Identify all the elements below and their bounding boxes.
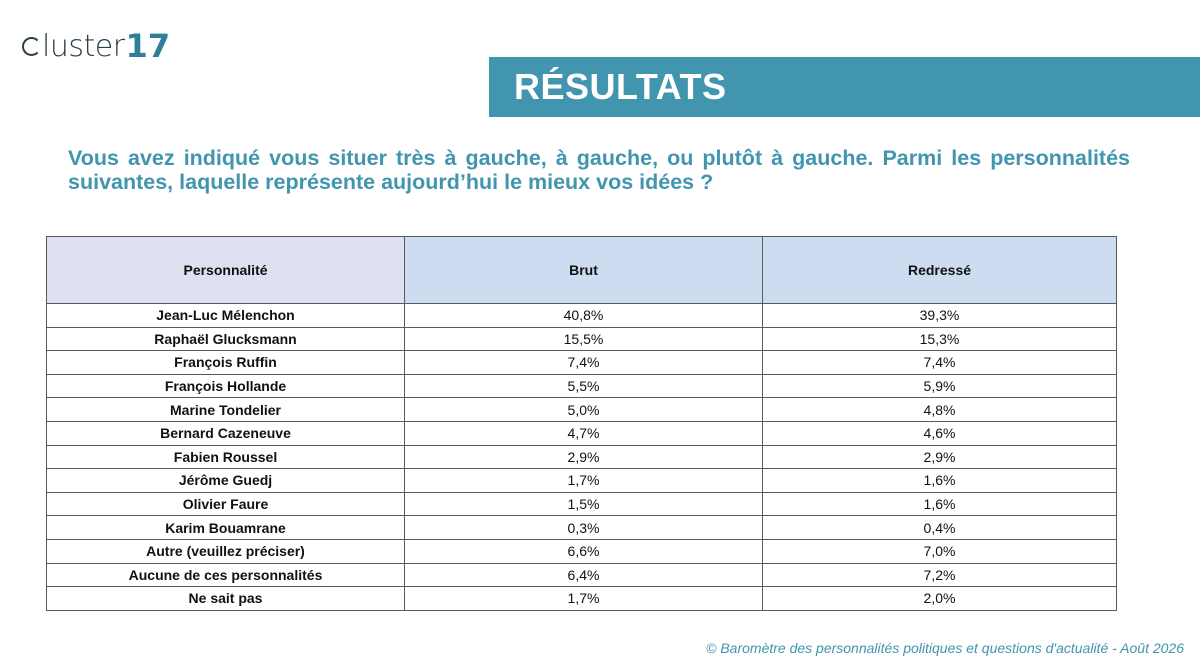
cell-brut: 0,3% (405, 516, 763, 540)
cell-brut: 2,9% (405, 445, 763, 469)
cell-redresse: 5,9% (763, 374, 1117, 398)
cell-redresse: 1,6% (763, 492, 1117, 516)
logo-word: luster (42, 28, 125, 64)
table-row (47, 374, 1117, 398)
results-table (46, 236, 1117, 611)
cell-brut: 5,0% (405, 398, 763, 422)
cell-redresse: 0,4% (763, 516, 1117, 540)
table-row (47, 492, 1117, 516)
cell-personnalite: Bernard Cazeneuve (47, 421, 405, 445)
table-row (47, 539, 1117, 563)
cell-redresse: 7,0% (763, 539, 1117, 563)
table-row (47, 445, 1117, 469)
table-row (47, 587, 1117, 611)
cell-personnalite: Olivier Faure (47, 492, 405, 516)
table-row (47, 516, 1117, 540)
cell-redresse: 4,6% (763, 421, 1117, 445)
cell-redresse: 4,8% (763, 398, 1117, 422)
table-row (47, 421, 1117, 445)
cluster17-logo (22, 26, 170, 66)
table-row (47, 398, 1117, 422)
cell-redresse: 7,2% (763, 563, 1117, 587)
table-row (47, 327, 1117, 351)
cell-brut: 1,7% (405, 469, 763, 493)
header-brut: Brut (405, 237, 763, 304)
cell-brut: 1,7% (405, 587, 763, 611)
cell-brut: 40,8% (405, 304, 763, 328)
table-header-row (47, 237, 1117, 304)
cell-personnalite: Karim Bouamrane (47, 516, 405, 540)
cell-personnalite: François Ruffin (47, 351, 405, 375)
table-row (47, 304, 1117, 328)
cell-personnalite: Aucune de ces personnalités (47, 563, 405, 587)
header-redresse: Redressé (763, 237, 1117, 304)
cell-personnalite: Jean-Luc Mélenchon (47, 304, 405, 328)
cell-personnalite: François Hollande (47, 374, 405, 398)
cell-brut: 5,5% (405, 374, 763, 398)
cell-redresse: 2,0% (763, 587, 1117, 611)
cell-personnalite: Raphaël Glucksmann (47, 327, 405, 351)
footer-copyright: © Baromètre des personnalités politiques et questions d'actualité - Août 2026 (706, 640, 1184, 656)
header-personnalite: Personnalité (47, 237, 405, 304)
results-banner: RÉSULTATS (489, 57, 1200, 117)
cell-brut: 15,5% (405, 327, 763, 351)
cell-brut: 6,4% (405, 563, 763, 587)
cell-brut: 7,4% (405, 351, 763, 375)
cell-personnalite: Autre (veuillez préciser) (47, 539, 405, 563)
table-row (47, 563, 1117, 587)
cell-personnalite: Marine Tondelier (47, 398, 405, 422)
logo-number: 17 (125, 27, 171, 65)
cell-brut: 6,6% (405, 539, 763, 563)
cell-redresse: 1,6% (763, 469, 1117, 493)
cell-redresse: 39,3% (763, 304, 1117, 328)
table-row (47, 469, 1117, 493)
cell-redresse: 7,4% (763, 351, 1117, 375)
cell-brut: 4,7% (405, 421, 763, 445)
cell-brut: 1,5% (405, 492, 763, 516)
logo-c-ring-icon (22, 37, 41, 56)
cell-redresse: 15,3% (763, 327, 1117, 351)
cell-redresse: 2,9% (763, 445, 1117, 469)
table-row (47, 351, 1117, 375)
cell-personnalite: Jérôme Guedj (47, 469, 405, 493)
cell-personnalite: Ne sait pas (47, 587, 405, 611)
cell-personnalite: Fabien Roussel (47, 445, 405, 469)
survey-question: Vous avez indiqué vous situer très à gauche, à gauche, ou plutôt à gauche. Parmi les personnalités suivantes, laquelle représente aujourd’hui le mieux vos idées ? (68, 146, 1130, 194)
